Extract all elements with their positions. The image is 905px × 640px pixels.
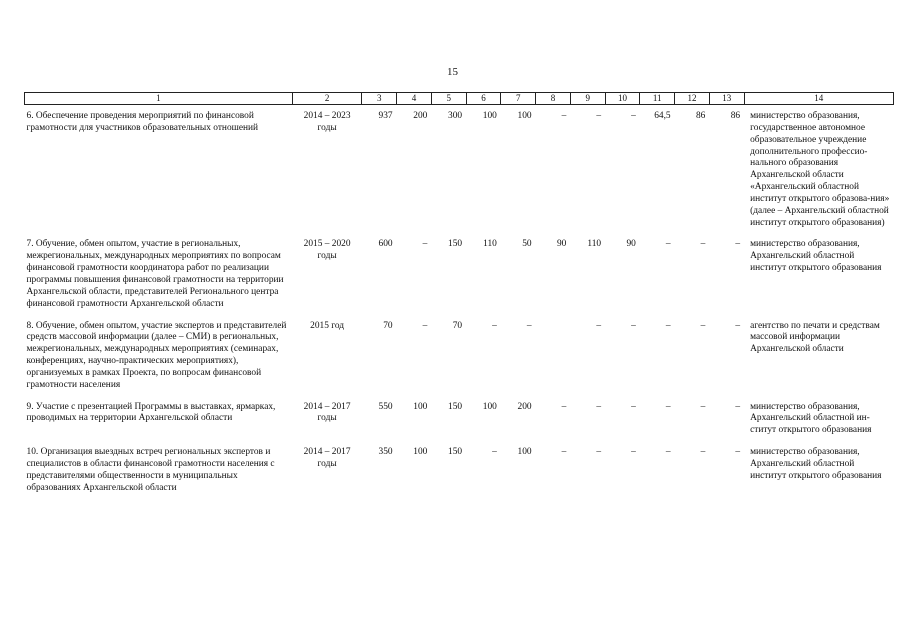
header-cell-1: 1	[25, 93, 293, 105]
value-cell: –	[596, 320, 602, 331]
value-cell: –	[665, 320, 671, 331]
value-cell: 600	[378, 239, 393, 250]
value-cell: –	[631, 447, 636, 458]
responsible-cell: министерство образования, Архангельский областной институт открытого образования	[750, 239, 882, 274]
period-cell: 2014 – 2017 годы	[303, 447, 351, 469]
header-cell-10: 10	[605, 93, 640, 105]
table-row	[25, 441, 894, 498]
header-cell-7: 7	[501, 93, 536, 105]
period-cell: 2014 – 2023 годы	[303, 111, 351, 133]
value-cell: –	[631, 320, 636, 331]
header-cell-2: 2	[292, 93, 362, 105]
value-cell: 200	[413, 111, 428, 121]
header-cell-14: 14	[744, 93, 893, 105]
value-cell: –	[700, 239, 706, 250]
value-cell: 550	[378, 401, 393, 412]
value-cell: –	[735, 239, 741, 250]
table-row	[25, 396, 894, 442]
value-cell: –	[422, 239, 428, 250]
value-cell: 70	[452, 320, 463, 331]
activity-name-cell: 6. Обеспечение проведения мероприятий по финансовой грамотности для участников образовательных отношений	[26, 111, 259, 133]
responsible-cell: министерство образования, государственное автономное образовательное учреждение дополнительного профессио-нального образования Архангельской области «Архангельский областной институт открытого образова-ния» (далее – Архангельский областной институт открытого образования)	[750, 111, 890, 228]
value-cell: 100	[482, 111, 497, 121]
activity-name-cell: 10. Организация выездных встреч региональных экспертов и специалистов в области финансовой грамотности населения с представителями общественности в муниципальных образованиях Архангельской области	[26, 447, 275, 493]
value-cell: 937	[378, 111, 393, 121]
value-cell: –	[631, 111, 636, 121]
activity-name-cell: 7. Обучение, обмен опытом, участие в региональных, межрегиональных, международных мероприятиях по вопросам финансовой грамотности координатора работ по реализации программы повышения финансовой грамотности на территории Архангельской области, представителей Регионального центра финансовой грамотности Архангельской области	[26, 239, 284, 309]
value-cell: –	[735, 447, 741, 458]
value-cell: 90	[556, 239, 567, 250]
value-cell: –	[631, 401, 636, 412]
value-cell: 100	[517, 447, 532, 458]
period-cell: 2015 год	[310, 320, 345, 331]
value-cell: 100	[517, 111, 532, 121]
value-cell: –	[735, 320, 741, 331]
value-cell: –	[665, 447, 671, 458]
value-cell: 90	[626, 239, 636, 250]
value-cell: –	[492, 447, 497, 458]
value-cell: 350	[378, 447, 393, 458]
table-row	[25, 315, 894, 396]
value-cell: 50	[522, 239, 532, 250]
header-cell-11: 11	[640, 93, 675, 105]
value-cell: 86	[730, 111, 741, 121]
value-cell: –	[735, 401, 741, 412]
value-cell: –	[492, 320, 497, 331]
table-row	[25, 105, 894, 234]
value-cell: –	[596, 401, 602, 412]
value-cell: 100	[482, 401, 497, 412]
value-cell: –	[561, 401, 567, 412]
value-cell: –	[700, 401, 706, 412]
value-cell: 110	[483, 239, 497, 250]
value-cell: –	[700, 320, 706, 331]
page-number: 15	[447, 66, 458, 78]
column-number-header	[25, 93, 894, 105]
value-cell: –	[665, 401, 671, 412]
activity-name-cell: 8. Обучение, обмен опытом, участие экспертов и представителей средств массовой информации (далее – СМИ) в региональных, межрегиональных, международных мероприятиях (семинарах, конференциях, научно-практических мероприятиях), организуемых в рамках Проекта, по вопросам финансовой грамотности населения	[26, 320, 287, 390]
value-cell: 70	[383, 320, 393, 331]
responsible-cell: министерство образования, Архангельский областной институт открытого образования	[750, 447, 882, 481]
value-cell: –	[596, 111, 602, 121]
value-cell	[536, 315, 571, 396]
value-cell: –	[561, 111, 567, 121]
header-cell-3: 3	[362, 93, 397, 105]
table-row	[25, 233, 894, 314]
value-cell: –	[422, 320, 428, 331]
header-cell-4: 4	[397, 93, 432, 105]
responsible-cell: министерство образования, Архангельский областной ин-ститут открытого образования	[750, 401, 872, 436]
value-cell: 300	[448, 111, 463, 121]
value-cell: 110	[587, 239, 602, 250]
period-cell: 2014 – 2017 годы	[303, 401, 351, 424]
header-cell-6: 6	[466, 93, 501, 105]
responsible-cell: агентство по печати и средствам массовой информации Архангельской области	[750, 320, 880, 355]
value-cell: 150	[448, 239, 463, 250]
period-cell: 2015 – 2020 годы	[303, 239, 351, 262]
value-cell: –	[665, 239, 671, 250]
header-cell-13: 13	[709, 93, 744, 105]
header-cell-12: 12	[675, 93, 710, 105]
header-cell-5: 5	[431, 93, 466, 105]
value-cell: –	[561, 447, 567, 458]
value-cell: 64,5	[654, 111, 671, 121]
value-cell: 150	[448, 447, 463, 458]
value-cell: 100	[413, 447, 428, 458]
value-cell: 86	[695, 111, 706, 121]
value-cell: –	[700, 447, 706, 458]
value-cell: 150	[448, 401, 463, 412]
header-cell-8: 8	[536, 93, 571, 105]
activity-name-cell: 9. Участие с презентацией Программы в выставках, ярмарках, проводимых на территории Архангельской области	[26, 401, 276, 424]
activities-table	[24, 92, 894, 498]
value-cell: –	[526, 320, 532, 331]
value-cell: 200	[517, 401, 532, 412]
header-cell-9: 9	[570, 93, 605, 105]
value-cell: 100	[413, 401, 428, 412]
value-cell: –	[596, 447, 602, 458]
